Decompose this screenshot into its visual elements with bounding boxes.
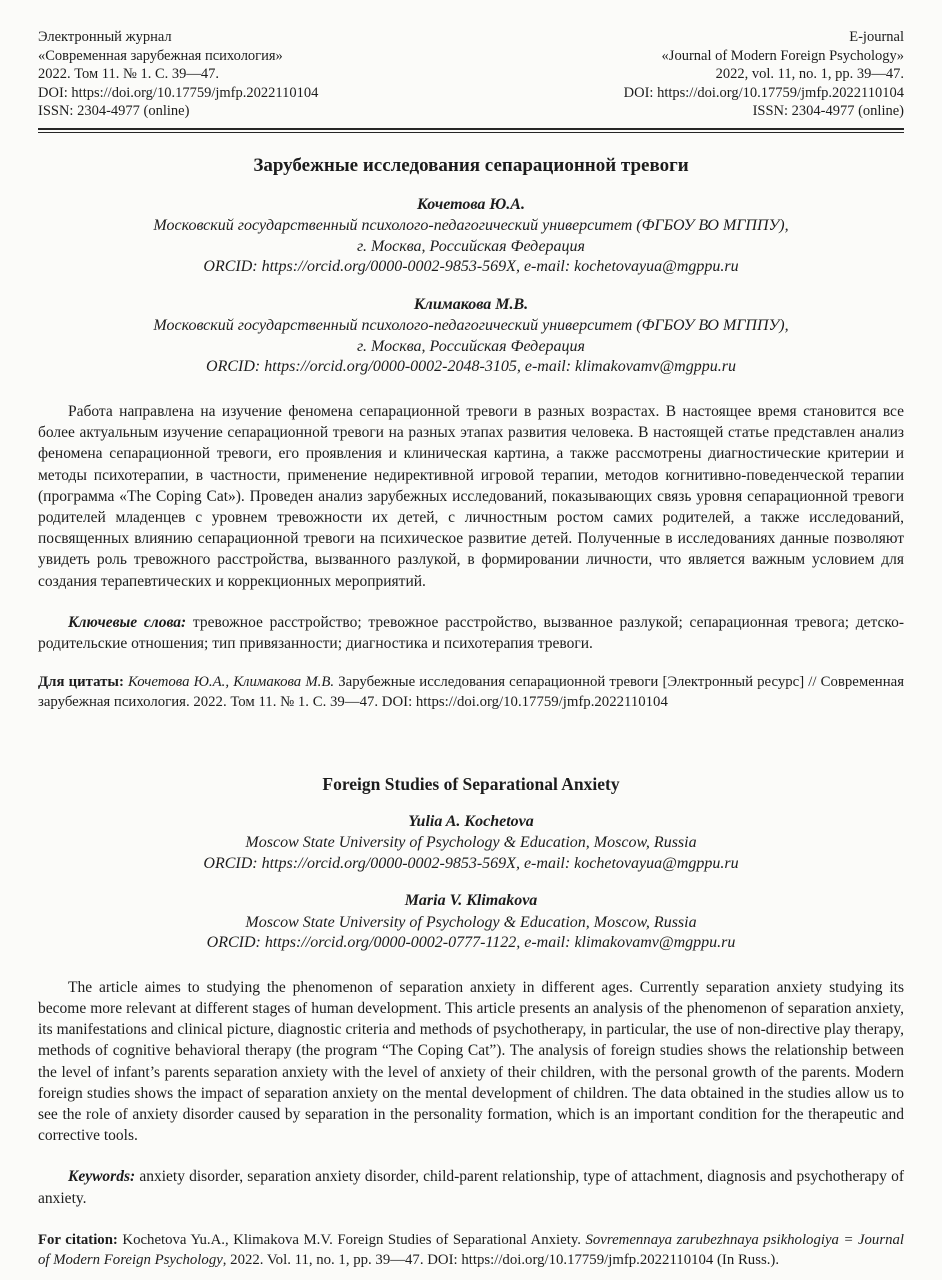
journal-type-ru: Электронный журнал [38, 29, 172, 45]
keywords-en [38, 1166, 904, 1208]
citation-label-ru: Для цитаты: [38, 674, 124, 691]
author-name: Климакова М.В. [413, 295, 529, 313]
article-title-en: Foreign Studies of Separational Anxiety [322, 773, 620, 794]
citation-text-ru: Зарубежные исследования сепарационной тревоги [Электронный ресурс] // Современная зарубежная психология. 2022. Том 11. № 1. С. 39—47. DOI: https://doi.org/10.17759/jmfp.2022110104 [38, 674, 905, 710]
journal-name-en: «Journal of Modern Foreign Psychology» [661, 47, 904, 64]
author-orcid-email: ORCID: https://orcid.org/0000-0002-0777-1122, e-mail: klimakovamv@mgppu.ru [206, 934, 736, 952]
issn-line-en: ISSN: 2304-4977 (online) [752, 103, 904, 120]
author-affiliation: Московский государственный психолого-педагогический университет (ФГБОУ ВО МГППУ), [153, 217, 789, 235]
keywords-label-ru: Ключевые слова: [68, 613, 187, 631]
doi-line-ru: DOI: https://doi.org/10.17759/jmfp.2022110104 [38, 84, 319, 101]
doi-line-en: DOI: https://doi.org/10.17759/jmfp.2022110104 [623, 84, 904, 101]
author-name: Maria V. Klimakova [404, 892, 538, 910]
author-affiliation: Московский государственный психолого-педагогический университет (ФГБОУ ВО МГППУ), [153, 317, 789, 335]
citation-text-en-1: Kochetova Yu.A., Klimakova M.V. Foreign Studies of Separational Anxiety. [117, 1231, 586, 1248]
keywords-text-en: anxiety disorder, separation anxiety disorder, child-parent relationship, type of attachment, diagnosis and psychotherapy of anxiety. [38, 1168, 904, 1207]
keywords-text-ru: тревожное расстройство; тревожное расстройство, вызванное разлукой; сепарационная тревога; детско-родительские отношения; тип привязанности; диагностика и психотерапия тревоги. [38, 613, 904, 652]
abstract-ru: Работа направлена на изучение феномена сепарационной тревоги в разных возрастах. В настоящее время становится все более актуальным изучение сепарационной тревоги на разных этапах развития человека. В настоящей статье представлен анализ феномена сепарационной тревоги, его проявления и клиническая картина, а также рассмотрены диагностические критерии и методы психотерапии, в частности, применение недирективной игровой терапии, методов когнитивно-поведенческой терапии (программа «The Coping Cat»). Проведен анализ зарубежных исследований, показывающих связь уровня сепарационной тревоги родителей младенцев с уровнем тревожности их детей, с личностным ростом самих родителей, а также исследований, посвященных влиянию сепарационной тревоги на психическое развитие детей. Полученные в исследованиях данные позволяют увидеть роль тревожного расстройства, вызванного разлукой, в формировании личности, что является важным условием для создания терапевтических и коррекционных мероприятий. [38, 402, 904, 590]
journal-name-ru: «Современная зарубежная психология» [38, 47, 283, 64]
author-block-en-2 [38, 891, 904, 954]
journal-info-en [624, 28, 904, 121]
author-block-ru-1 [38, 195, 904, 278]
citation-authors-ru: Кочетова Ю.А., Климакова М.В. [123, 674, 339, 691]
citation-en [38, 1231, 904, 1271]
author-orcid-email: ORCID: https://orcid.org/0000-0002-9853-569X, e-mail: kochetovayua@mgppu.ru [203, 854, 739, 872]
author-affiliation: Moscow State University of Psychology & Education, Moscow, Russia [245, 913, 697, 931]
citation-ru [38, 673, 904, 713]
author-block-en-1 [38, 812, 904, 875]
header-divider [38, 128, 904, 133]
author-name: Yulia A. Kochetova [408, 812, 534, 830]
journal-info-ru [38, 28, 318, 121]
author-affiliation: Moscow State University of Psychology & Education, Moscow, Russia [245, 834, 697, 852]
author-affiliation-city: г. Москва, Российская Федерация [357, 237, 585, 255]
english-section [38, 773, 904, 1271]
author-orcid-email: ORCID: https://orcid.org/0000-0002-9853-569X, e-mail: kochetovayua@mgppu.ru [203, 258, 739, 276]
citation-text-en-2: , 2022. Vol. 11, no. 1, pp. 39—47. DOI: https://doi.org/10.17759/jmfp.2022110104 (In Russ.). [222, 1251, 780, 1268]
journal-header [38, 28, 904, 121]
issue-info-ru: 2022. Том 11. № 1. С. 39—47. [38, 66, 220, 83]
author-orcid-email: ORCID: https://orcid.org/0000-0002-2048-3105, e-mail: klimakovamv@mgppu.ru [206, 358, 736, 376]
keywords-ru [38, 612, 904, 654]
issn-line-ru: ISSN: 2304-4977 (online) [38, 103, 190, 120]
issue-info-en: 2022, vol. 11, no. 1, pp. 39—47. [715, 66, 904, 83]
journal-type-en: E-journal [849, 29, 904, 45]
author-affiliation-city: г. Москва, Российская Федерация [357, 337, 585, 355]
citation-journal-en: Sovremennaya zarubezhnaya psikhologiya = Journal of Modern Foreign Psychology [38, 1231, 905, 1268]
abstract-en: The article aimes to studying the phenomenon of separation anxiety in different ages. Currently separation anxiety studying its become more relevant at different stages of human development. This article presents an analysis of the phenomenon of separation anxiety, its manifestations and clinical picture, diagnostic criteria and methods of psychotherapy, in particular, the use of non-directive play therapy, methods of cognitive behavioral therapy (the program “The Coping Cat”). The analysis of foreign studies shows the relationship between the level of infant’s parents separation anxiety with the level of anxiety of their children, with the personal growth of the parents. Modern foreign studies shows the impact of separation anxiety on the mental development of children. The data obtained in the studies allow us to see the role of anxiety disorder caused by separation in the personality formation, which is an important condition for the therapeutic and corrective tools. [38, 978, 904, 1145]
author-name: Кочетова Ю.А. [417, 195, 525, 213]
keywords-label-en: Keywords: [68, 1168, 136, 1186]
author-block-ru-2 [38, 295, 904, 378]
article-title-ru: Зарубежные исследования сепарационной тревоги [253, 154, 689, 176]
citation-label-en: For citation: [38, 1231, 118, 1248]
